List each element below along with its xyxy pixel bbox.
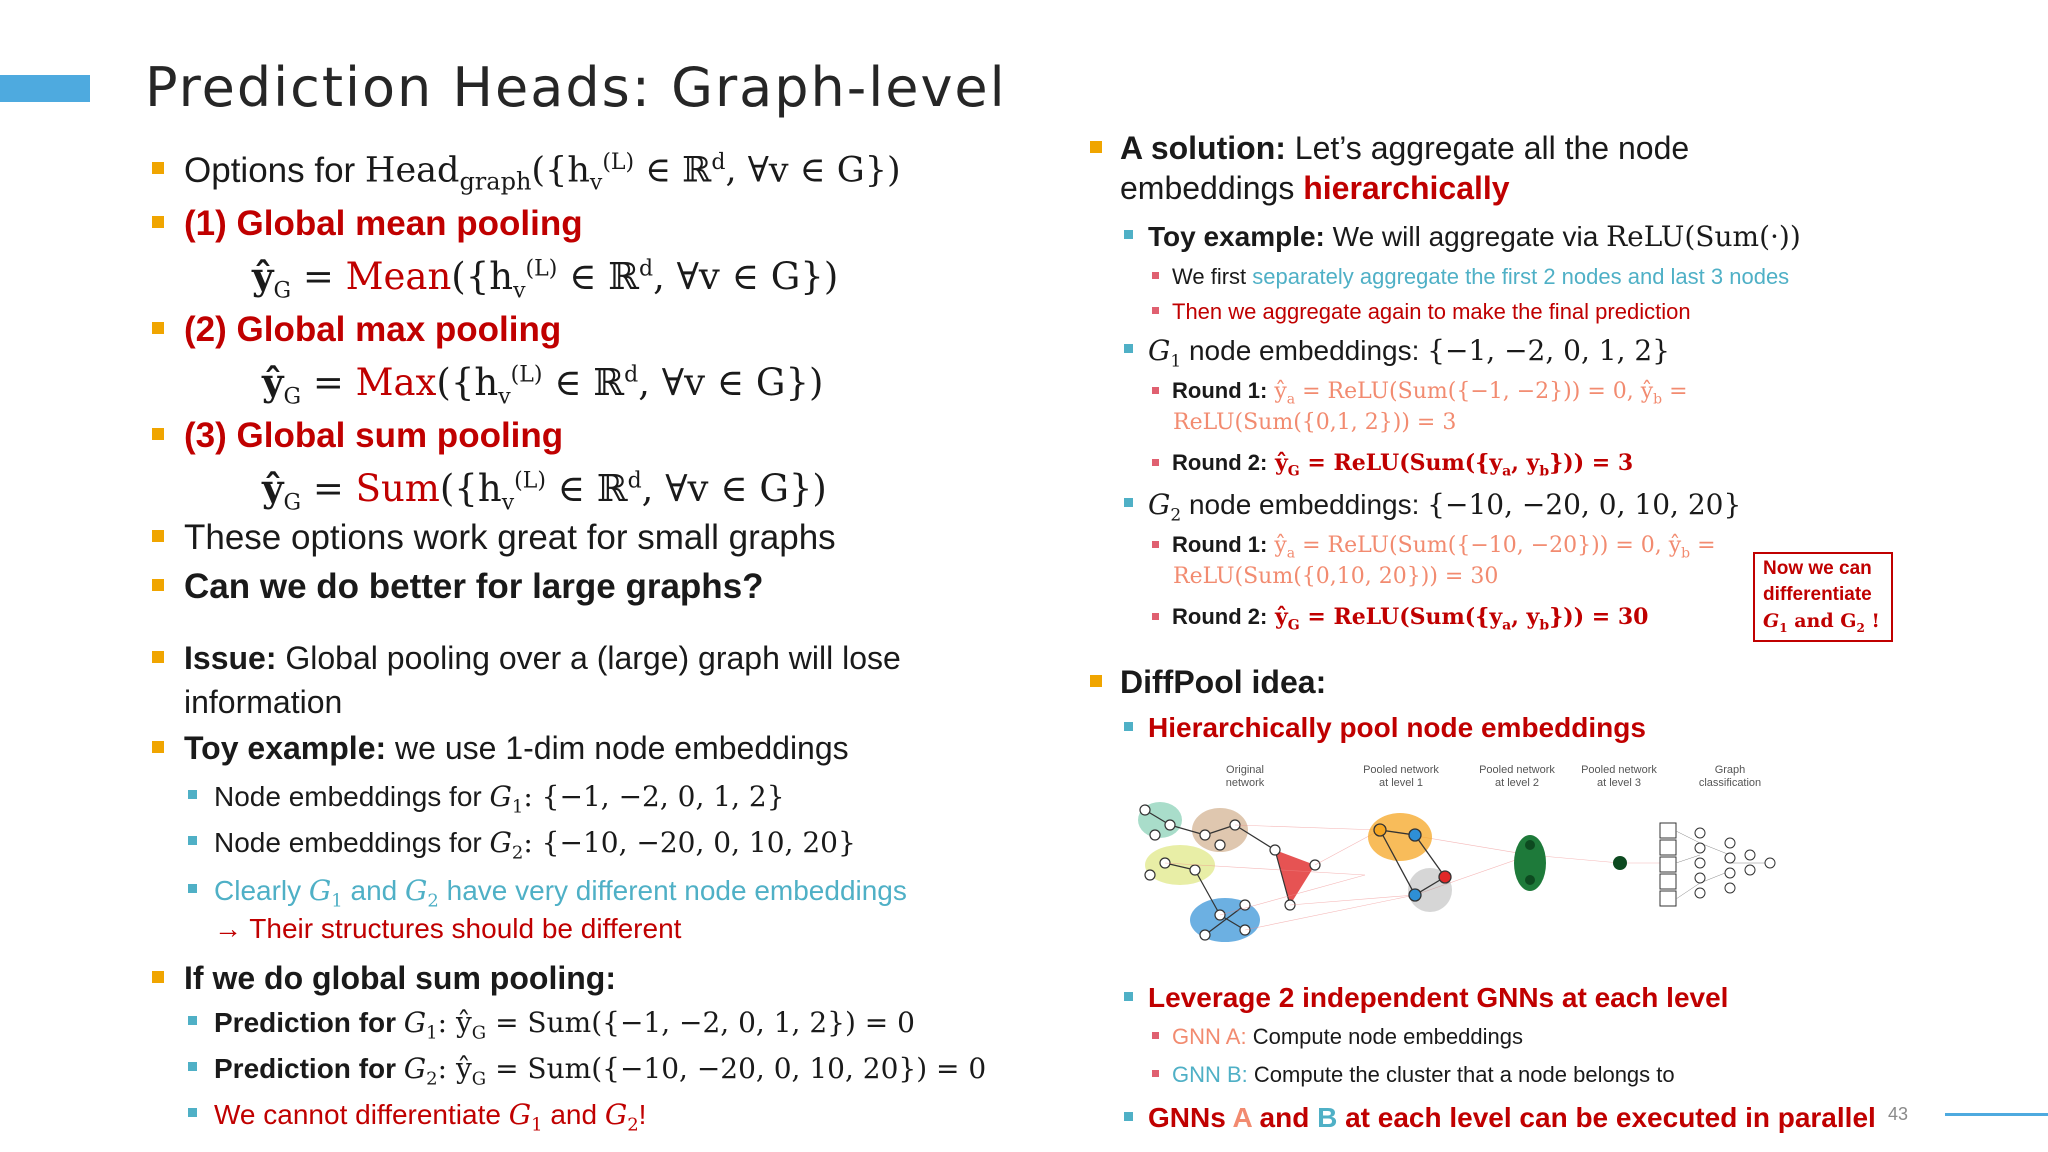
solution-line-2: embeddings hierarchically	[1120, 170, 1510, 206]
footer-accent-line	[1945, 1113, 2048, 1116]
g2-round1: Round 1: $ŷ_a$ = ReLU(Sum({−10, −20})) = 0, $ŷ_b$ =	[1152, 532, 1716, 561]
label-pooled-2: Pooled network	[1479, 764, 1555, 776]
label-level-3: at level 3	[1596, 777, 1642, 789]
mean-formula: $ŷ_G$ = $Mean(\{h_v^{(L)}$ ∈ ℝ$^d$, ∀v ∈ G})	[252, 254, 839, 304]
pooled-level-2	[1514, 835, 1546, 891]
square-bullet-icon	[1152, 541, 1159, 548]
square-bullet-icon	[152, 162, 164, 174]
g2-embeddings-line: Node embeddings for $G_2$: {−10, −20, 0, 10, 20}	[188, 826, 856, 864]
then-aggregate-line: Then we aggregate again to make the final prediction	[1152, 299, 1691, 325]
cannot-differentiate-line: We cannot differentiate $G_1$ and $G_2$!	[188, 1098, 646, 1136]
page-number: 43	[1888, 1104, 1909, 1124]
global-sum-line: If we do global sum pooling:	[152, 960, 616, 997]
square-bullet-icon	[152, 216, 164, 228]
square-bullet-icon	[1152, 307, 1159, 314]
label-graph: Graph	[1714, 764, 1746, 776]
title-accent-bar	[0, 75, 90, 102]
options-line: Options for $Head_{graph}(\{h_v^{(L)}$ ∈ ℝ$^d$, ∀v ∈ G})	[152, 150, 901, 196]
label-original: Original	[1226, 764, 1264, 776]
square-bullet-icon	[1152, 613, 1159, 620]
square-bullet-icon	[152, 651, 164, 663]
hierarchical-pool-line: Hierarchically pool node embeddings	[1124, 712, 1646, 744]
square-bullet-icon	[1152, 387, 1159, 394]
mean-pooling-label: (1) Global mean pooling	[152, 204, 583, 244]
square-bullet-icon	[152, 971, 164, 983]
square-bullet-icon	[1124, 230, 1133, 239]
square-bullet-icon	[1152, 459, 1159, 466]
square-bullet-icon	[1124, 722, 1133, 731]
square-bullet-icon	[188, 1108, 197, 1117]
square-bullet-icon	[1090, 675, 1102, 687]
square-bullet-icon	[188, 1062, 197, 1071]
square-bullet-icon	[188, 790, 197, 799]
square-bullet-icon	[152, 530, 164, 542]
max-formula: $ŷ_G = Max(\{h_v^{(L)}$ ∈ ℝ$^d$, ∀v ∈ G})	[262, 360, 824, 410]
square-bullet-icon	[188, 884, 197, 893]
square-bullet-icon	[1124, 498, 1133, 507]
sum-formula: $ŷ_G = Sum(\{h_v^{(L)}$ ∈ ℝ$^d$, ∀v ∈ G})	[262, 466, 827, 516]
square-bullet-icon	[1152, 1032, 1159, 1039]
label-level-1: at level 1	[1378, 777, 1424, 789]
g1-node-embeddings: $G_1$ node embeddings: {−1, −2, 0, 1, 2}	[1124, 334, 1670, 372]
g2-round1-line2: ReLU(Sum({0,10, 20})) = 30	[1173, 564, 1499, 589]
square-bullet-icon	[1124, 1112, 1133, 1121]
g2-round2: Round 2: $ŷ_G$ = $ReLU(Sum(\{y_a$, $y_b\})) = 30$	[1152, 604, 1648, 633]
square-bullet-icon	[188, 1016, 197, 1025]
label-pooled-1: Pooled network	[1363, 764, 1439, 776]
issue-line: Issue: Global pooling over a (large) graph will lose	[152, 640, 901, 677]
g2-node-embeddings: $G_2$ node embeddings: {−10, −20, 0, 10, 20}	[1124, 488, 1741, 526]
square-bullet-icon	[1152, 272, 1159, 279]
classifier-network	[1660, 823, 1775, 906]
g1-round2: Round 2: $ŷ_G$ = $ReLU(Sum(\{y_a$, $y_b\})) = 3$	[1152, 450, 1633, 479]
gnn-a-line: GNN A: Compute node embeddings	[1152, 1024, 1523, 1050]
max-pooling-label: (2) Global max pooling	[152, 310, 561, 350]
toy-aggregate-line: Toy example: We will aggregate via ReLU(Sum(·))	[1124, 220, 1801, 253]
square-bullet-icon	[152, 428, 164, 440]
gnn-b-line: GNN B: Compute the cluster that a node belongs to	[1152, 1062, 1675, 1088]
large-graphs-line: Can we do better for large graphs?	[152, 567, 764, 607]
square-bullet-icon	[152, 741, 164, 753]
parallel-line: GNNs A and B at each level can be executed in parallel	[1124, 1102, 1876, 1134]
prediction-g1-line: Prediction for $G_1$: $ŷ_G = Sum(\{-1$, −2, 0, 1, 2}) = 0	[188, 1006, 915, 1044]
square-bullet-icon	[152, 579, 164, 591]
toy-example-line: Toy example: we use 1-dim node embeddings	[152, 730, 849, 767]
solution-line: A solution: Let’s aggregate all the node	[1090, 130, 1689, 167]
diffpool-diagram	[1125, 755, 1815, 965]
square-bullet-icon	[188, 836, 197, 845]
original-network	[1138, 802, 1320, 942]
label-network: network	[1225, 777, 1265, 789]
g1-round1-line2: ReLU(Sum({0,1, 2})) = 3	[1173, 410, 1457, 435]
first-aggregate-line: We first separately aggregate the first 2 nodes and last 3 nodes	[1152, 264, 1789, 290]
square-bullet-icon	[1124, 992, 1133, 1001]
leverage-line: Leverage 2 independent GNNs at each level	[1124, 982, 1728, 1014]
diffpool-line: DiffPool idea:	[1090, 664, 1326, 701]
pooled-level-1	[1368, 813, 1452, 912]
issue-line-2: information	[184, 684, 343, 720]
label-level-2: at level 2	[1494, 777, 1540, 789]
label-classification: classification	[1698, 777, 1762, 789]
sum-pooling-label: (3) Global sum pooling	[152, 416, 563, 456]
prediction-g2-line: Prediction for $G_2$: $ŷ_G = Sum(\{-10$, −20, 0, 10, 20}) = 0	[188, 1052, 986, 1090]
g1-round1: Round 1: $ŷ_a$ = ReLU(Sum({−1, −2})) = 0, $ŷ_b$ =	[1152, 378, 1688, 407]
structures-line: → Their structures should be different	[214, 913, 682, 944]
square-bullet-icon	[152, 322, 164, 334]
square-bullet-icon	[1090, 141, 1102, 153]
square-bullet-icon	[1124, 344, 1133, 353]
differentiate-note-box: Now we can differentiate $G_1$ and $G_2$ !	[1753, 552, 1893, 642]
small-graphs-line: These options work great for small graphs	[152, 518, 836, 558]
clearly-different-line: Clearly $G_1$ and $G_2$ have very different node embeddings	[188, 874, 907, 912]
square-bullet-icon	[1152, 1070, 1159, 1077]
g1-embeddings-line: Node embeddings for $G_1$: {−1, −2, 0, 1, 2}	[188, 780, 785, 818]
slide-title: Prediction Heads: Graph-level	[145, 56, 1007, 119]
pooled-level-3	[1613, 856, 1627, 870]
label-pooled-3: Pooled network	[1581, 764, 1657, 776]
